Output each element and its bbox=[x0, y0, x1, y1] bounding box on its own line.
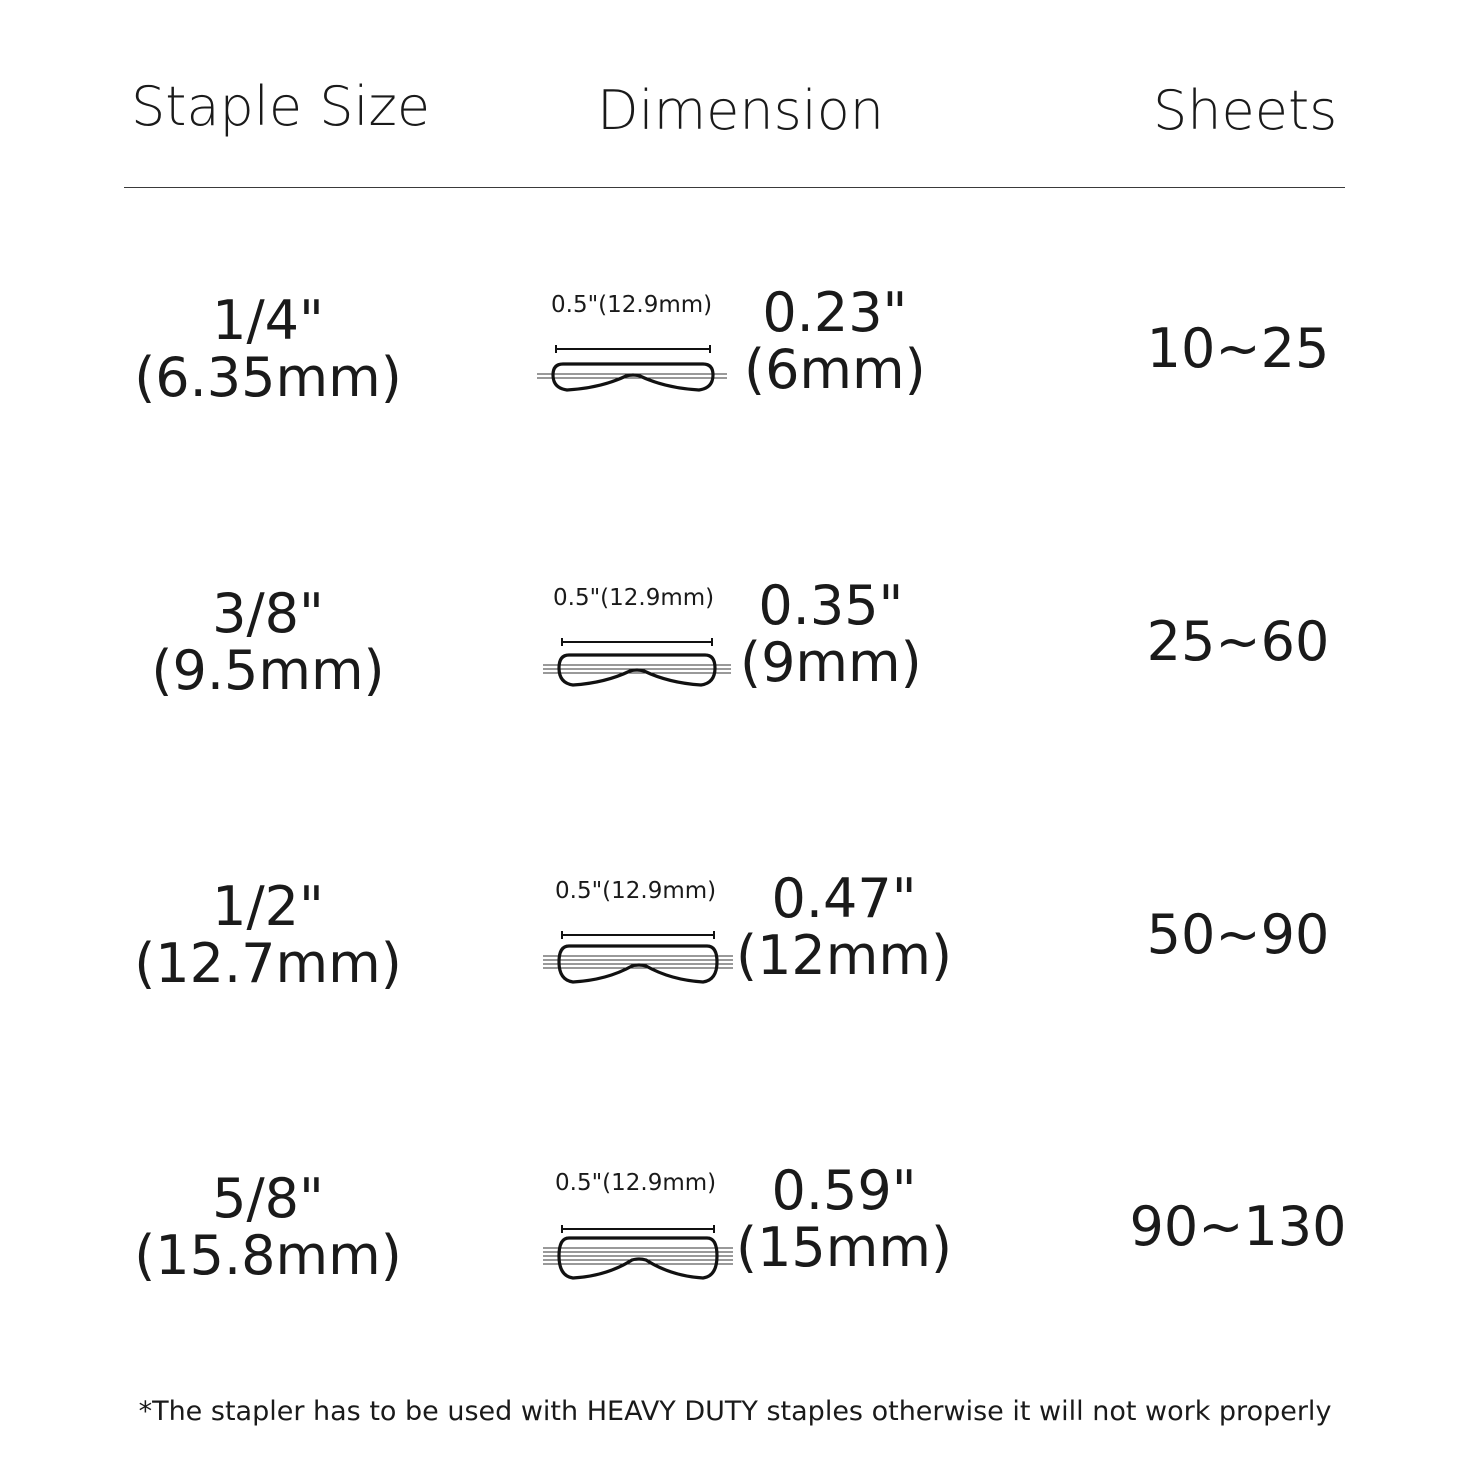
sheet-capacity: 25~60 bbox=[1146, 610, 1330, 673]
usage-footnote: *The stapler has to be used with HEAVY DUTY staples otherwise it will not work properly bbox=[138, 1396, 1332, 1427]
header-dimension: Dimension bbox=[597, 79, 885, 142]
staple-depth-mm: (15mm) bbox=[736, 1216, 953, 1279]
table-row bbox=[0, 281, 1470, 452]
staple-diagram-icon bbox=[535, 320, 735, 400]
header-divider bbox=[124, 187, 1345, 188]
staple-width-label: 0.5"(12.9mm) bbox=[555, 1170, 717, 1196]
sheet-capacity: 90~130 bbox=[1129, 1195, 1347, 1258]
staple-size-cell bbox=[151, 582, 385, 702]
staple-size-cell bbox=[134, 289, 402, 409]
staple-width-label: 0.5"(12.9mm) bbox=[553, 585, 715, 611]
header-sheets: Sheets bbox=[1153, 79, 1338, 142]
staple-size-inch: 1/4" bbox=[212, 289, 324, 352]
staple-diagram-icon bbox=[541, 906, 741, 990]
table-row bbox=[0, 867, 1470, 1038]
staple-depth-cell bbox=[736, 867, 953, 987]
table-row bbox=[0, 574, 1470, 745]
staple-depth-mm: (9mm) bbox=[740, 631, 922, 694]
staple-size-inch: 1/2" bbox=[212, 875, 324, 938]
staple-size-mm: (6.35mm) bbox=[134, 346, 402, 409]
staple-size-inch: 5/8" bbox=[212, 1167, 324, 1230]
staple-size-cell bbox=[134, 875, 402, 995]
staple-size-mm: (15.8mm) bbox=[134, 1224, 402, 1287]
staple-depth-inch: 0.47" bbox=[771, 867, 917, 930]
staple-depth-inch: 0.35" bbox=[758, 574, 904, 637]
staple-depth-mm: (12mm) bbox=[736, 924, 953, 987]
staple-size-inch: 3/8" bbox=[212, 582, 324, 645]
staple-size-mm: (12.7mm) bbox=[134, 932, 402, 995]
header-staple-size: Staple Size bbox=[131, 75, 431, 138]
staple-depth-cell bbox=[740, 574, 922, 694]
staple-width-label: 0.5"(12.9mm) bbox=[551, 292, 713, 318]
staple-size-mm: (9.5mm) bbox=[151, 639, 385, 702]
staple-depth-cell bbox=[736, 1159, 953, 1279]
staple-width-label: 0.5"(12.9mm) bbox=[555, 878, 717, 904]
staple-depth-inch: 0.23" bbox=[762, 281, 908, 344]
sheet-capacity: 50~90 bbox=[1146, 903, 1330, 966]
staple-depth-cell bbox=[744, 281, 926, 401]
sheet-capacity: 10~25 bbox=[1146, 317, 1330, 380]
staple-diagram-icon bbox=[541, 613, 741, 693]
staple-diagram-icon bbox=[541, 1198, 741, 1284]
table-row bbox=[0, 1159, 1470, 1330]
staple-depth-inch: 0.59" bbox=[771, 1159, 917, 1222]
staple-size-cell bbox=[134, 1167, 402, 1287]
staple-depth-mm: (6mm) bbox=[744, 338, 926, 401]
